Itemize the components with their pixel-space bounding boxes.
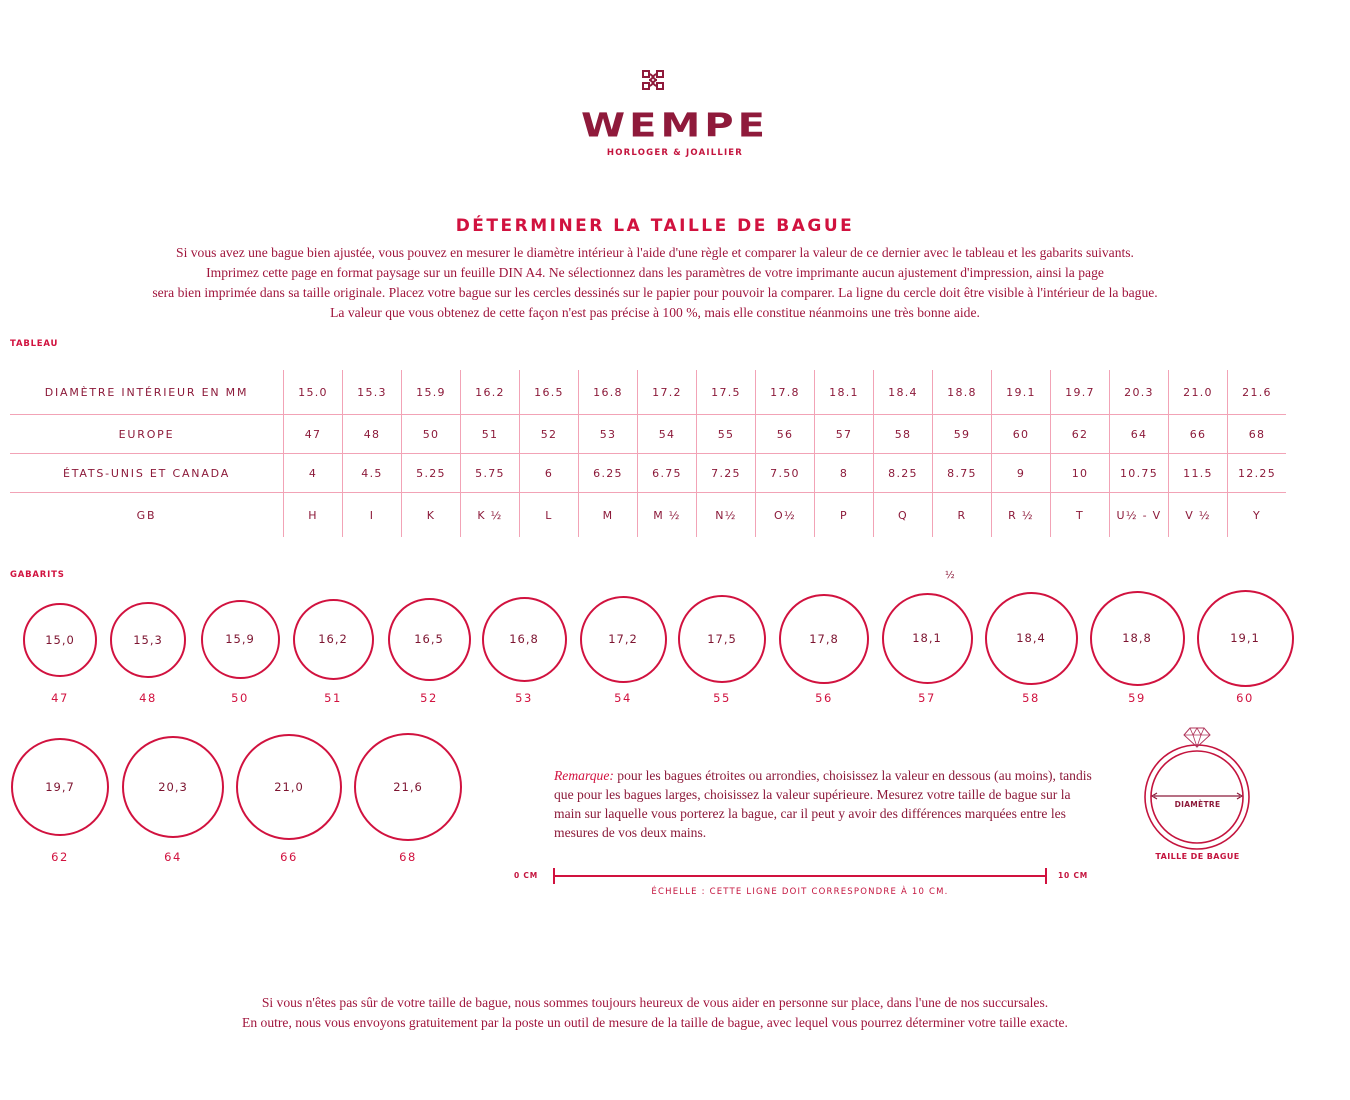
ring-gauge: 19,1 bbox=[1197, 590, 1294, 687]
table-cell: 21.0 bbox=[1169, 370, 1228, 415]
intro-line: La valeur que vous obtenez de cette façon n'est pas précise à 100 %, mais elle constitue néanmoins une très bonne aide. bbox=[330, 305, 980, 320]
scale-start-label: 0 CM bbox=[514, 871, 538, 880]
ring-gauge: 16,2 bbox=[293, 599, 374, 680]
table-cell: 68 bbox=[1228, 415, 1287, 454]
ring-gauge: 21,6 bbox=[354, 733, 462, 841]
table-cell: 56 bbox=[756, 415, 815, 454]
table-cell: 18.4 bbox=[874, 370, 933, 415]
table-cell: 7.25 bbox=[697, 454, 756, 493]
ring-gauge: 19,7 bbox=[11, 738, 109, 836]
ring-gauge: 17,8 bbox=[779, 594, 869, 684]
table-cell: 6 bbox=[520, 454, 579, 493]
ring-eu-size-label: 60 bbox=[1236, 691, 1254, 705]
wempe-monogram-icon bbox=[640, 68, 666, 92]
ring-gauge: 18,8 bbox=[1090, 591, 1185, 686]
table-cell: H bbox=[284, 493, 343, 538]
table-cell: 15.0 bbox=[284, 370, 343, 415]
ring-eu-size-label: 53 bbox=[515, 691, 533, 705]
row-header: ÉTATS-UNIS ET CANADA bbox=[10, 454, 284, 493]
ring-gauge: 16,5 bbox=[388, 598, 471, 681]
table-cell: R bbox=[933, 493, 992, 538]
table-cell: 16.5 bbox=[520, 370, 579, 415]
table-cell: 18.1 bbox=[815, 370, 874, 415]
table-cell: L bbox=[520, 493, 579, 538]
table-cell: 19.1 bbox=[992, 370, 1051, 415]
ring-gauge: 17,5 bbox=[678, 595, 766, 683]
table-cell: K bbox=[402, 493, 461, 538]
table-cell: 4.5 bbox=[343, 454, 402, 493]
scale-end-tick bbox=[1045, 868, 1047, 884]
table-cell: 9 bbox=[992, 454, 1051, 493]
table-cell: Y bbox=[1228, 493, 1287, 538]
ring-eu-size-label: 52 bbox=[420, 691, 438, 705]
table-cell: U½ - V bbox=[1110, 493, 1169, 538]
ring-gauge: 15,0 bbox=[23, 603, 97, 677]
footer-line: En outre, nous vous envoyons gratuitement par la poste un outil de mesure de la taille de bague, avec lequel vous pourrez déterminer votre taille exacte. bbox=[242, 1015, 1068, 1030]
ring-gauge: 15,9 bbox=[201, 600, 280, 679]
table-cell: 12.25 bbox=[1228, 454, 1287, 493]
intro-line: Si vous avez une bague bien ajustée, vous pouvez en mesurer le diamètre intérieur à l'aide d'une règle et comparer la valeur de ce dernier avec le tableau et les gabarits suivants. bbox=[176, 245, 1134, 260]
table-row bbox=[10, 370, 1286, 415]
ring-eu-size-label: 48 bbox=[139, 691, 157, 705]
half-mark: ½ bbox=[945, 570, 955, 581]
table-cell: O½ bbox=[756, 493, 815, 538]
table-cell: 8.75 bbox=[933, 454, 992, 493]
scale-end-label: 10 CM bbox=[1058, 871, 1089, 880]
table-cell: 19.7 bbox=[1051, 370, 1110, 415]
ring-eu-size-label: 58 bbox=[1022, 691, 1040, 705]
brand-logo: WEMPE bbox=[581, 107, 769, 145]
ring-eu-size-label: 56 bbox=[815, 691, 833, 705]
table-cell: 6.25 bbox=[579, 454, 638, 493]
table-cell: V ½ bbox=[1169, 493, 1228, 538]
ring-eu-size-label: 55 bbox=[713, 691, 731, 705]
ring-eu-size-label: 57 bbox=[918, 691, 936, 705]
table-cell: 20.3 bbox=[1110, 370, 1169, 415]
table-cell: 62 bbox=[1051, 415, 1110, 454]
table-cell: 48 bbox=[343, 415, 402, 454]
table-cell: 53 bbox=[579, 415, 638, 454]
table-cell: 7.50 bbox=[756, 454, 815, 493]
intro-line: Imprimez cette page en format paysage sur un feuille DIN A4. Ne sélectionnez dans les paramètres de votre imprimante aucun ajustement d'impression, ainsi la page bbox=[206, 265, 1104, 280]
table-cell: 54 bbox=[638, 415, 697, 454]
ring-gauge: 15,3 bbox=[110, 602, 186, 678]
table-cell: 51 bbox=[461, 415, 520, 454]
table-cell: 8 bbox=[815, 454, 874, 493]
table-cell: 66 bbox=[1169, 415, 1228, 454]
table-cell: 17.2 bbox=[638, 370, 697, 415]
ring-gauge: 16,8 bbox=[482, 597, 567, 682]
ring-gauge: 18,4 bbox=[985, 592, 1078, 685]
table-cell: 4 bbox=[284, 454, 343, 493]
table-cell: 55 bbox=[697, 415, 756, 454]
row-header: DIAMÈTRE INTÉRIEUR EN MM bbox=[44, 385, 249, 399]
table-cell: 10.75 bbox=[1110, 454, 1169, 493]
table-cell: R ½ bbox=[992, 493, 1051, 538]
table-cell: Q bbox=[874, 493, 933, 538]
ring-diagram bbox=[1140, 720, 1255, 865]
table-cell: 21.6 bbox=[1228, 370, 1287, 415]
diameter-label: DIAMÈTRE bbox=[1174, 800, 1221, 809]
ring-eu-size-label: 59 bbox=[1128, 691, 1146, 705]
gauges-section-label: GABARITS bbox=[10, 570, 65, 580]
table-cell: 5.25 bbox=[402, 454, 461, 493]
size-conversion-table bbox=[10, 370, 1286, 537]
table-cell: 6.75 bbox=[638, 454, 697, 493]
table-cell: 15.9 bbox=[402, 370, 461, 415]
table-cell: 5.75 bbox=[461, 454, 520, 493]
table-cell: K ½ bbox=[461, 493, 520, 538]
remark-text: pour les bagues étroites ou arrondies, choisissez la valeur en dessous (au moins), tandis que pour les bagues larges, choisissez la valeur supérieure. Mesurez votre taille de bague sur la main sur laquelle vous porterez la bague, car il peut y avoir des différences marquées entre les mesures de vos deux mains. bbox=[554, 768, 1092, 840]
ring-eu-size-label: 66 bbox=[280, 850, 298, 864]
footer-text bbox=[0, 993, 1310, 1033]
ring-gauge: 17,2 bbox=[580, 596, 667, 683]
ring-eu-size-label: 62 bbox=[51, 850, 69, 864]
table-cell: 52 bbox=[520, 415, 579, 454]
scale-ruler-line bbox=[554, 875, 1046, 877]
table-cell: 15.3 bbox=[343, 370, 402, 415]
ring-gauge: 21,0 bbox=[236, 734, 342, 840]
remark-lead: Remarque: bbox=[554, 768, 614, 783]
table-cell: 8.25 bbox=[874, 454, 933, 493]
table-cell: P bbox=[815, 493, 874, 538]
ring-gauge: 18,1 bbox=[882, 593, 973, 684]
intro-text bbox=[0, 243, 1310, 323]
ring-gauge: 20,3 bbox=[122, 736, 224, 838]
remark-note bbox=[554, 766, 1094, 842]
table-cell: 11.5 bbox=[1169, 454, 1228, 493]
table-cell: I bbox=[343, 493, 402, 538]
table-cell: 17.8 bbox=[756, 370, 815, 415]
table-cell: 60 bbox=[992, 415, 1051, 454]
table-cell: 10 bbox=[1051, 454, 1110, 493]
table-row bbox=[10, 493, 1286, 538]
table-cell: M ½ bbox=[638, 493, 697, 538]
table-cell: 58 bbox=[874, 415, 933, 454]
row-header: GB bbox=[10, 493, 284, 538]
table-cell: 59 bbox=[933, 415, 992, 454]
table-cell: 16.8 bbox=[579, 370, 638, 415]
table-cell: N½ bbox=[697, 493, 756, 538]
table-cell: 50 bbox=[402, 415, 461, 454]
table-cell: T bbox=[1051, 493, 1110, 538]
scale-caption: ÉCHELLE : CETTE LIGNE DOIT CORRESPONDRE À 10 CM. bbox=[651, 887, 949, 897]
table-section-label: TABLEAU bbox=[10, 339, 59, 349]
table-cell: 17.5 bbox=[697, 370, 756, 415]
table-cell: M bbox=[579, 493, 638, 538]
table-row bbox=[10, 415, 1286, 454]
ring-eu-size-label: 54 bbox=[614, 691, 632, 705]
ring-eu-size-label: 47 bbox=[51, 691, 69, 705]
table-row bbox=[10, 454, 1286, 493]
footer-line: Si vous n'êtes pas sûr de votre taille de bague, nous sommes toujours heureux de vous aider en personne sur place, dans l'une de nos succursales. bbox=[261, 995, 1049, 1010]
ring-eu-size-label: 68 bbox=[399, 850, 417, 864]
table-cell: 18.8 bbox=[933, 370, 992, 415]
brand-tagline: HORLOGER & JOAILLIER bbox=[606, 148, 744, 158]
row-header: EUROPE bbox=[10, 415, 284, 454]
intro-line: sera bien imprimée dans sa taille originale. Placez votre bague sur les cercles dessinés sur le papier pour pouvoir la comparer. La ligne du cercle doit être visible à l'intérieur de la bague. bbox=[152, 285, 1158, 300]
ring-eu-size-label: 64 bbox=[164, 850, 182, 864]
ring-with-diamond-icon bbox=[1140, 720, 1255, 855]
table-cell: 47 bbox=[284, 415, 343, 454]
ring-eu-size-label: 50 bbox=[231, 691, 249, 705]
ring-size-caption: TAILLE DE BAGUE bbox=[1155, 852, 1240, 861]
page-title: DÉTERMINER LA TAILLE DE BAGUE bbox=[455, 216, 855, 236]
ring-eu-size-label: 51 bbox=[324, 691, 342, 705]
table-cell: 16.2 bbox=[461, 370, 520, 415]
table-cell: 57 bbox=[815, 415, 874, 454]
table-cell: 64 bbox=[1110, 415, 1169, 454]
